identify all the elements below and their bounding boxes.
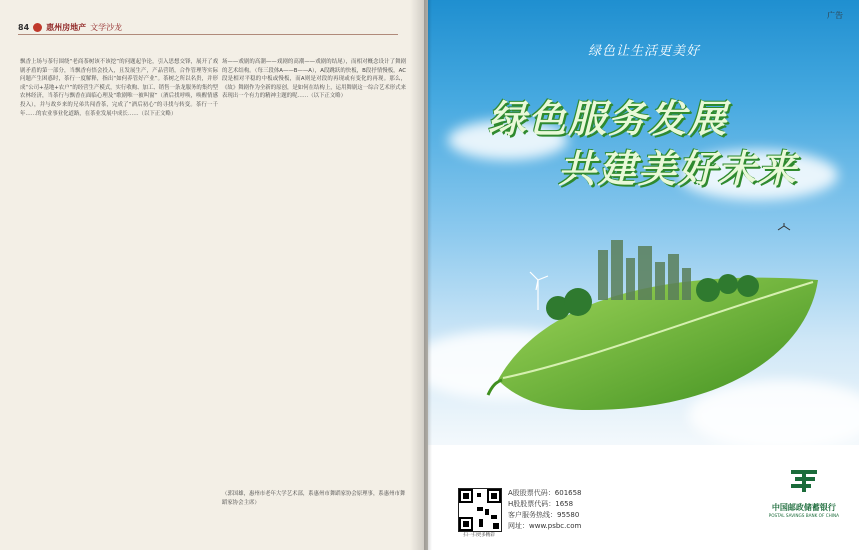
- page-gutter: [424, 0, 432, 550]
- ad-title-line-1: 绿色服务发展: [488, 97, 729, 141]
- drone-icon: [778, 223, 790, 230]
- page-number: 84: [18, 23, 30, 32]
- article-page: [0, 0, 428, 550]
- magazine-name: 惠州房地产: [46, 23, 87, 32]
- ad-title-line-2: 共建美好未来: [558, 147, 799, 191]
- leaf-stem: [488, 380, 502, 395]
- qr-code-icon[interactable]: [458, 488, 502, 532]
- page-header: [18, 22, 122, 33]
- bank-info: [508, 488, 582, 532]
- service-hotline: 客户服务热线：95580: [508, 511, 580, 519]
- wind-turbine-icon: [530, 272, 548, 310]
- psbc-logo-icon: [789, 466, 819, 496]
- author-credit: （郭国雄，惠州市老年大学艺术部，系惠州市舞蹈家协会原理事，系惠州市舞蹈家协会主席）: [222, 491, 406, 506]
- ad-slogan: 绿色让生活更美好: [588, 44, 701, 59]
- stock-code-h: H股股票代码：1658: [508, 500, 574, 508]
- article-column-2: 场——戏剧的高潮——戏剧的高潮——戏剧的结尾），而相对概念设计了舞剧的艺术结构。（每三段体A——B——A），A段跳跃的快板，B段抒情慢板，AC段是相对平稳的中板或慢板，而A则是对段的再现或有变化的再现。那么，《故》舞剧作为全新的原创，是如何在结构上，运用舞剧这一综合艺术形式来表现出一个有力的精神主题的呢……（以下正文略）: [222, 59, 406, 100]
- green-leaf-city-illustration: [428, 210, 859, 440]
- advertisement-page: [428, 0, 859, 550]
- magazine-logo-icon: [33, 23, 42, 32]
- ad-label: 广告: [827, 11, 843, 20]
- section-name: 文学沙龙: [90, 23, 123, 32]
- website[interactable]: 网址：www.psbc.com: [508, 522, 582, 530]
- header-divider: [18, 34, 398, 35]
- article-column-1: 飘香上场与茶行围绕“老商茶树该不该挖”的问题起争论，引入思想交锋，展开了戏剧矛盾的第一部分，当飘香有悟会投入，且发展生产，产品营销，合作管理等实际问题产生困惑时，茶行一度解释，指出“如何养管好产业”。茶树之所以名贵，并形成“公司+基地+农户”的经营生产模式，实行收购、加工、销售一条龙服务的集约型农林经济，当茶行与飘香在面临心理及“歌剧唯一被叫窗”（酒后找呼唤，唤醒情感投入），并与故乡来的兄弟共闯香茶，完成了“酒后初心”的寻找与转变。茶行一千年……的农业事业化道路，在茶业发展中成长……（以下正文略）: [20, 59, 218, 117]
- qr-caption: 扫一扫更多精彩: [463, 533, 495, 538]
- bank-name: 中国邮政储蓄银行: [771, 503, 836, 512]
- bank-logo-block: [769, 466, 839, 518]
- bank-name-en: POSTAL SAVINGS BANK OF CHINA: [768, 513, 839, 518]
- stock-code-a: A股股票代码：601658: [508, 489, 582, 497]
- city-skyline-icon: [598, 240, 691, 300]
